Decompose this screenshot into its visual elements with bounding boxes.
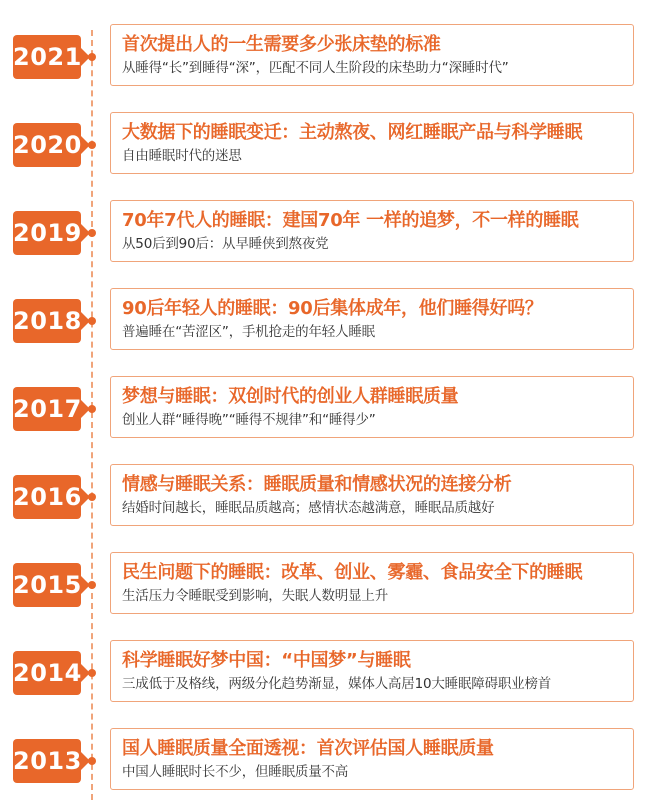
year-badge: 2021	[13, 35, 81, 79]
timeline-entry-2018	[0, 286, 652, 356]
entry-title: 大数据下的睡眠变迁：主动熬夜、网红睡眠产品与科学睡眠	[122, 122, 583, 143]
timeline-dot	[88, 581, 96, 589]
year-badge: 2016	[13, 475, 81, 519]
timeline-entry-2016	[0, 462, 652, 532]
timeline-entry-2021	[0, 22, 652, 92]
timeline-dot	[88, 405, 96, 413]
timeline-dot	[88, 229, 96, 237]
timeline-entry-2019	[0, 198, 652, 268]
year-badge: 2013	[13, 739, 81, 783]
timeline-entry-2015	[0, 550, 652, 620]
entry-title: 民生问题下的睡眠：改革、创业、雾霾、食品安全下的睡眠	[122, 562, 583, 583]
entry-title: 科学睡眠好梦中国：“中国梦”与睡眠	[122, 650, 411, 671]
year-badge: 2014	[13, 651, 81, 695]
timeline-dot	[88, 141, 96, 149]
entry-card	[110, 552, 634, 614]
entry-subtitle: 从睡得“长”到睡得“深”，匹配不同人生阶段的床垫助力“深睡时代”	[122, 60, 509, 76]
entry-card	[110, 112, 634, 174]
entry-title: 70年7代人的睡眠：建国70年 一样的追梦，不一样的睡眠	[122, 210, 579, 231]
entry-card	[110, 200, 634, 262]
year-badge: 2017	[13, 387, 81, 431]
year-badge: 2018	[13, 299, 81, 343]
entry-card	[110, 376, 634, 438]
entry-subtitle: 结婚时间越长，睡眠品质越高；感情状态越满意，睡眠品质越好	[122, 500, 495, 516]
year-badge: 2015	[13, 563, 81, 607]
entry-subtitle: 生活压力令睡眠受到影响，失眠人数明显上升	[122, 588, 388, 604]
entry-subtitle: 从50后到90后：从早睡侠到熬夜党	[122, 236, 329, 252]
entry-title: 首次提出人的一生需要多少张床垫的标准	[122, 34, 441, 55]
entry-subtitle: 普遍睡在“苦涩区”，手机抢走的年轻人睡眠	[122, 324, 375, 340]
timeline-entry-2013	[0, 726, 652, 796]
timeline-entry-2014	[0, 638, 652, 708]
timeline-dot	[88, 493, 96, 501]
entry-subtitle: 三成低于及格线，两级分化趋势渐显，媒体人高居10大睡眠障碍职业榜首	[122, 676, 552, 692]
entry-card	[110, 24, 634, 86]
entry-title: 梦想与睡眠：双创时代的创业人群睡眠质量	[122, 386, 459, 407]
timeline-dot	[88, 669, 96, 677]
year-badge: 2019	[13, 211, 81, 255]
year-badge: 2020	[13, 123, 81, 167]
entry-card	[110, 640, 634, 702]
entry-card	[110, 288, 634, 350]
entry-subtitle: 创业人群“睡得晚”“睡得不规律”和“睡得少”	[122, 412, 376, 428]
timeline-entry-2020	[0, 110, 652, 180]
entry-card	[110, 728, 634, 790]
entry-title: 90后年轻人的睡眠：90后集体成年，他们睡得好吗？	[122, 298, 543, 319]
entry-title: 国人睡眠质量全面透视：首次评估国人睡眠质量	[122, 738, 494, 759]
entry-subtitle: 自由睡眠时代的迷思	[122, 148, 242, 164]
timeline-dot	[88, 757, 96, 765]
entry-card	[110, 464, 634, 526]
entry-title: 情感与睡眠关系：睡眠质量和情感状况的连接分析	[122, 474, 512, 495]
timeline-entry-2017	[0, 374, 652, 444]
entry-subtitle: 中国人睡眠时长不少，但睡眠质量不高	[122, 764, 349, 780]
timeline-dot	[88, 317, 96, 325]
timeline-dot	[88, 53, 96, 61]
